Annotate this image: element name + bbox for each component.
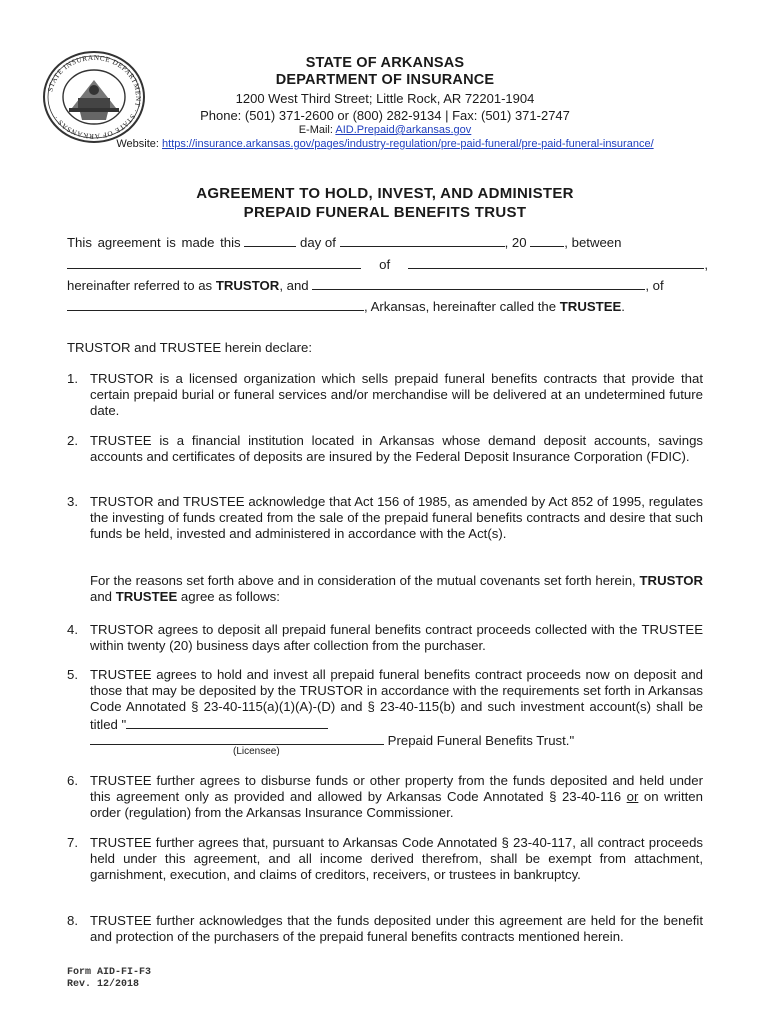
clause-number: 5. — [67, 667, 78, 682]
clause-5-tail: Prepaid Funeral Benefits Trust." — [387, 733, 575, 748]
year-blank[interactable] — [530, 234, 564, 247]
clause-number: 7. — [67, 835, 78, 850]
trustee-city-blank[interactable] — [67, 298, 364, 311]
website-line — [0, 138, 770, 150]
clause-text: TRUSTEE further acknowledges that the funds deposited under this agreement are held for the benefit and protection of the purchasers of the prepaid funeral benefits contracts mentioned herein. — [90, 913, 703, 945]
trustor-term: TRUSTOR — [639, 573, 703, 588]
trustee-term: TRUSTEE — [559, 299, 622, 314]
reasons-text: agree as follows: — [180, 589, 280, 605]
state-seal-icon — [42, 50, 146, 144]
clause-6-or: or — [626, 789, 639, 805]
intro-line-1 — [67, 234, 621, 251]
document-title-line2: PREPAID FUNERAL BENEFITS TRUST — [243, 204, 527, 221]
intro-text: , — [704, 257, 709, 272]
month-blank[interactable] — [340, 234, 505, 247]
reasons-paragraph — [90, 573, 703, 605]
trust-title-blank[interactable] — [126, 716, 328, 729]
reasons-text: and — [90, 589, 113, 605]
email-line — [150, 124, 620, 136]
trustee-name-blank[interactable] — [312, 277, 645, 290]
form-id: Form AID-FI-F3 — [67, 967, 152, 978]
declare-line: TRUSTOR and TRUSTEE herein declare: — [67, 340, 313, 355]
trustee-term: TRUSTEE — [115, 589, 178, 605]
form-revision: Rev. 12/2018 — [67, 979, 140, 990]
intro-text: of — [379, 257, 391, 272]
address-line: 1200 West Third Street; Little Rock, AR 72201-1904 — [235, 91, 535, 106]
email-label: E-Mail: — [298, 124, 333, 136]
clause-7 — [67, 835, 703, 884]
clause-5-text: TRUSTEE agrees to hold and invest all prepaid funeral benefits contract proceeds now on deposit and those that may be deposited by the TRUSTOR in accordance with the requirements set forth in Arkansas Code Annotated § 23-40-115(a)(1)(A)-(D) and § 23-40-115(b) and such investment account(s) shall be titled " — [90, 667, 703, 732]
phone-line: Phone: (501) 371-2600 or (800) 282-9134 | Fax: (501) 371-2747 — [200, 108, 570, 123]
intro-line-2 — [67, 256, 708, 273]
intro-text: , 20 — [504, 235, 527, 250]
clause-number: 4. — [67, 622, 78, 637]
form-footer — [67, 967, 151, 991]
clause-6-text: TRUSTEE further agrees to disburse funds or other property from the funds deposited and held under this agreement only as provided and allowed by Arkansas Code Annotated § 23-40-116 — [90, 773, 703, 805]
intro-line-4 — [67, 298, 625, 315]
intro-text: hereinafter referred to as — [67, 278, 213, 293]
intro-text: , of — [645, 278, 664, 293]
clause-number: 2. — [67, 433, 78, 448]
reasons-text: For the reasons set forth above and in consideration of the mutual covenants set forth herein, — [90, 573, 636, 588]
clause-1 — [67, 371, 703, 420]
intro-text: , Arkansas, hereinafter called the — [364, 299, 557, 314]
department-heading: DEPARTMENT OF INSURANCE — [275, 72, 495, 88]
licensee-blank[interactable] — [90, 732, 384, 745]
day-blank[interactable] — [244, 234, 296, 247]
clause-text: TRUSTOR and TRUSTEE acknowledge that Act 156 of 1985, as amended by Act 852 of 1995, regulates the investing of funds created from the sale of the prepaid funeral benefits contracts and desire that such funds be held, invested and administered in accordance with the Act(s). — [90, 494, 703, 542]
trustor-term: TRUSTOR — [215, 278, 280, 293]
state-heading: STATE OF ARKANSAS — [305, 55, 465, 71]
intro-text: . — [621, 299, 625, 314]
clause-4 — [67, 622, 703, 654]
clause-5 — [67, 667, 703, 733]
trustor-location-blank[interactable] — [408, 256, 704, 269]
intro-line-3 — [67, 277, 664, 294]
clause-number: 6. — [67, 773, 78, 788]
intro-text: , between — [564, 235, 622, 250]
clause-5-line-2 — [90, 732, 574, 749]
email-link[interactable]: AID.Prepaid@arkansas.gov — [335, 124, 472, 136]
clause-number: 8. — [67, 913, 78, 928]
svg-text:STATE INSURANCE DEPARTMENT · S: STATE INSURANCE DEPARTMENT · STATE OF ARKANSAS · — [46, 53, 143, 141]
clause-text: TRUSTEE further agrees that, pursuant to Arkansas Code Annotated § 23-40-117, all contract proceeds held under this agreement, and all income derived therefrom, shall be exempt from attachment, garnishment, execution, and claims of creditors, receivers, or trustees in bankruptcy. — [90, 835, 703, 883]
clause-8 — [67, 913, 703, 945]
clause-number: 3. — [67, 494, 78, 509]
clause-text: TRUSTOR agrees to deposit all prepaid funeral benefits contract proceeds collected with the TRUSTEE within twenty (20) business days after collection from the purchaser. — [90, 622, 703, 654]
intro-text: This agreement is made this — [67, 235, 241, 250]
clause-6 — [67, 773, 703, 822]
website-link[interactable]: https://insurance.arkansas.gov/pages/industry-regulation/pre-paid-funeral/pre-paid-funeral-insurance/ — [162, 138, 654, 150]
licensee-caption: (Licensee) — [233, 746, 280, 757]
clause-2 — [67, 433, 703, 465]
clause-text: TRUSTOR is a licensed organization which sells prepaid funeral benefits contracts that provide that certain prepaid burial or funeral services and/or merchandise will be delivered at an undetermined future date. — [90, 371, 703, 419]
clause-text — [90, 773, 703, 822]
clause-3 — [67, 494, 703, 543]
website-label: Website: — [116, 138, 159, 150]
intro-text: , and — [279, 278, 309, 293]
document-title-line1: AGREEMENT TO HOLD, INVEST, AND ADMINISTER — [196, 185, 574, 202]
intro-text: day of — [300, 235, 336, 250]
clause-text — [90, 667, 703, 733]
trustor-name-blank[interactable] — [67, 256, 361, 269]
clause-6-text: on written order (regulation) from the Arkansas Insurance Commissioner. — [90, 789, 703, 821]
clause-text: TRUSTEE is a financial institution located in Arkansas whose demand deposit accounts, savings accounts and certificates of deposits are insured by the Federal Deposit Insurance Corporation (FDIC). — [90, 433, 703, 465]
clause-number: 1. — [67, 371, 78, 386]
